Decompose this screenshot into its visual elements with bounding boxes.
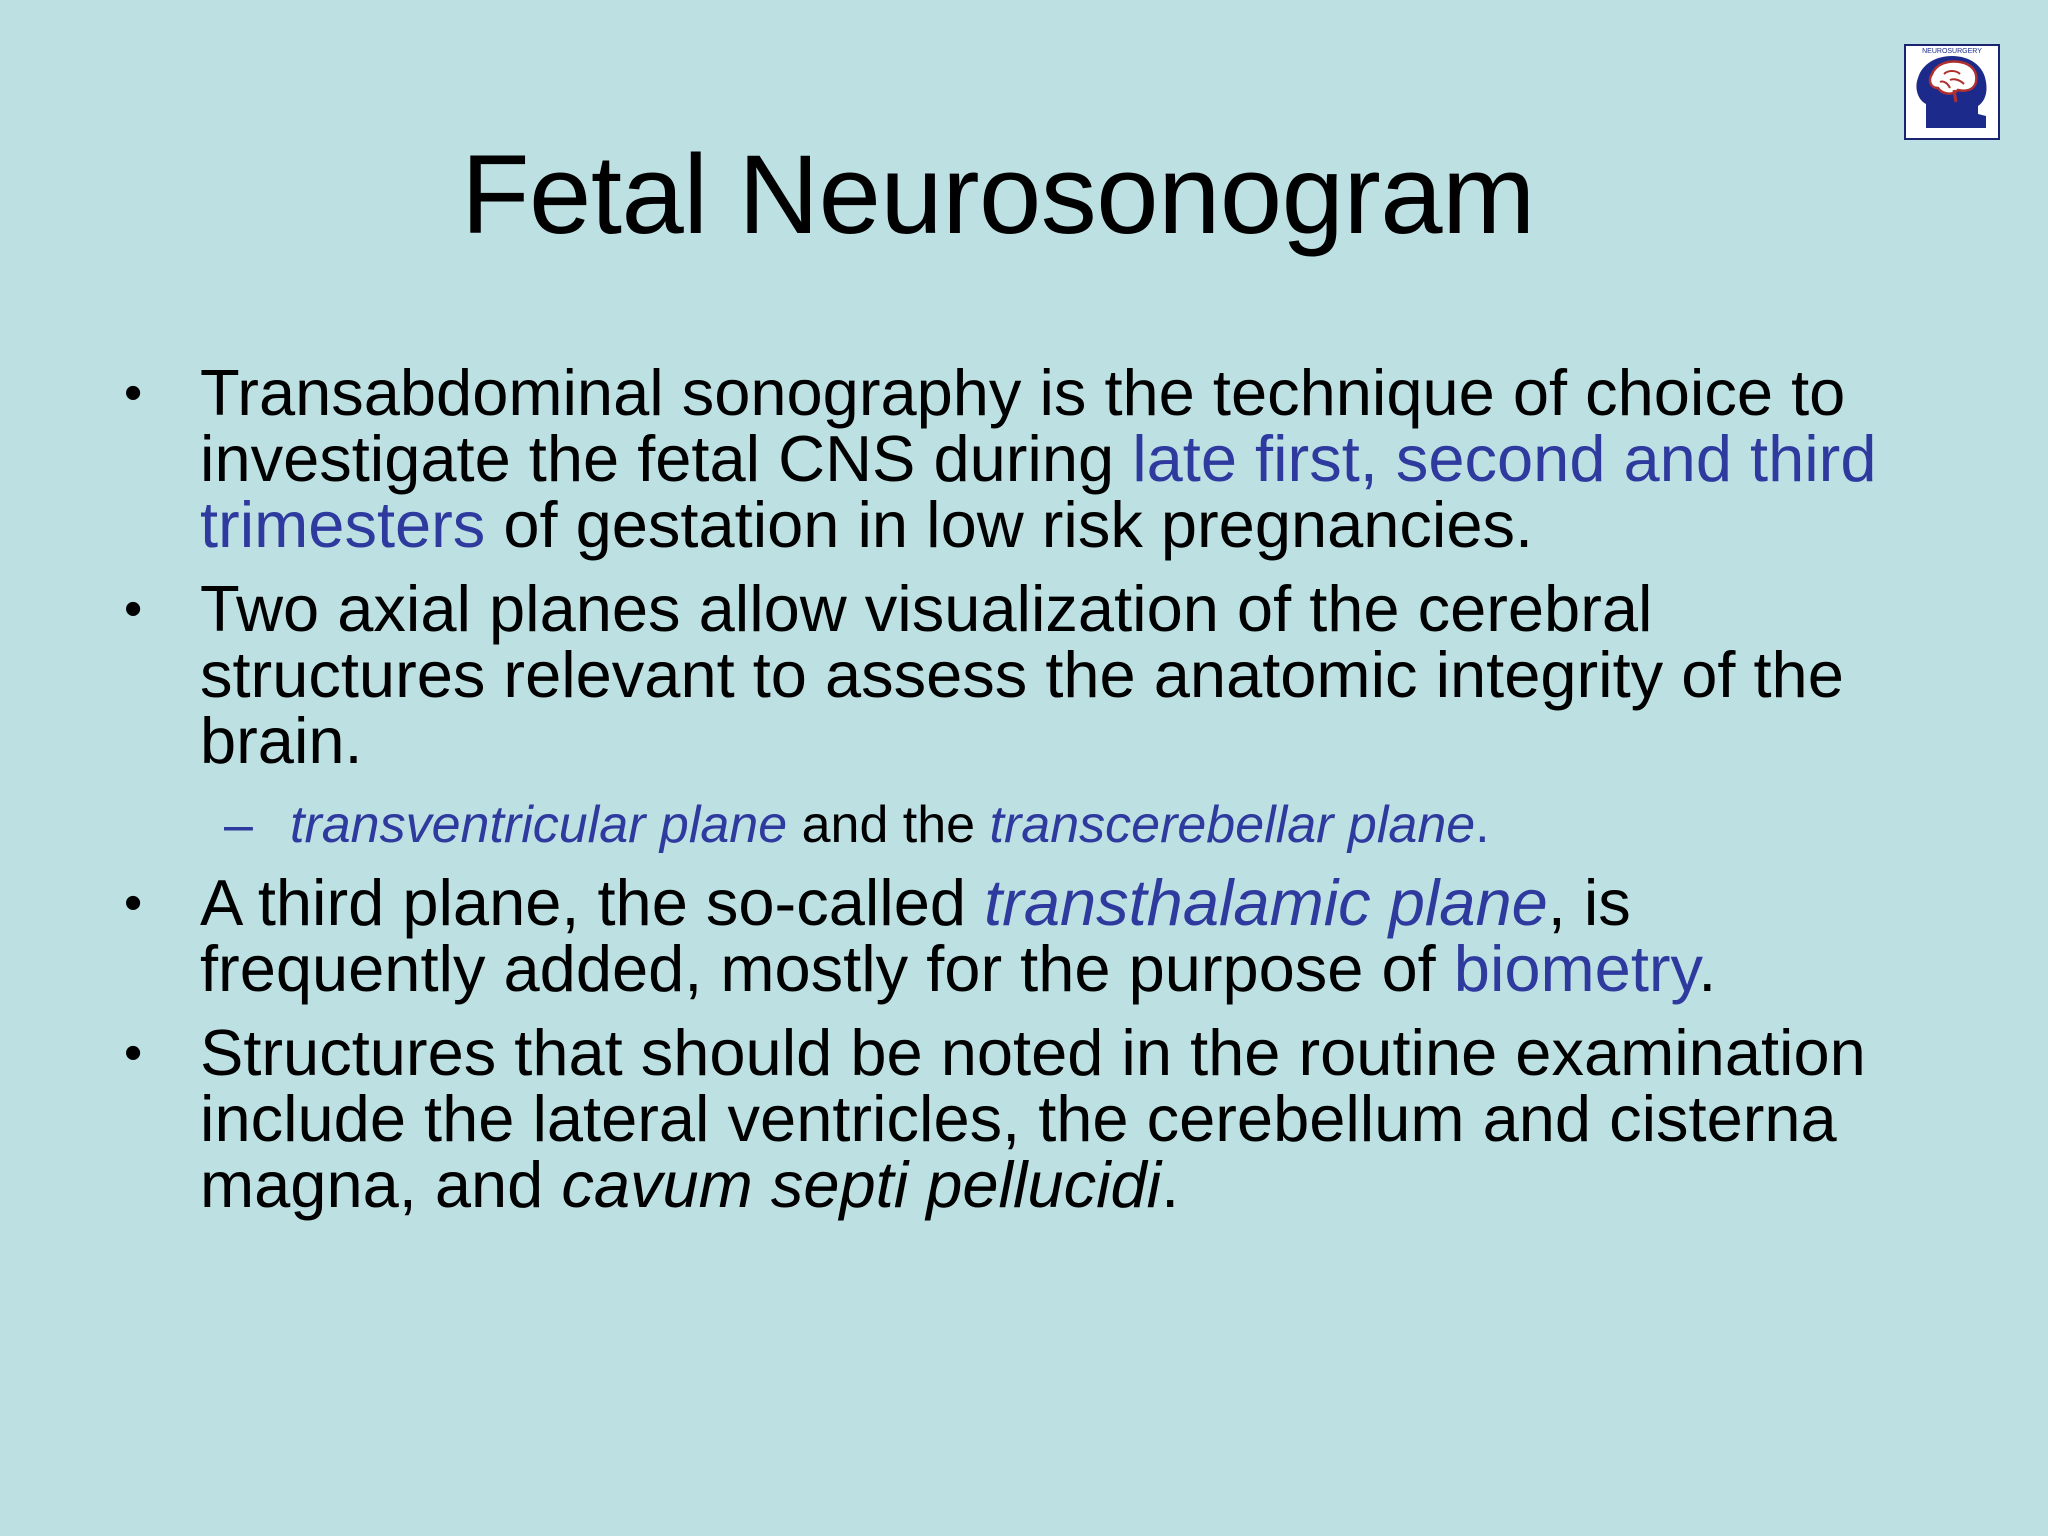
slide-title: Fetal Neurosonogram (461, 132, 1535, 257)
bullet-dot-icon: • (124, 364, 143, 422)
sub-bullet-text: transventricular plane and the transcerebellar plane. (290, 796, 1490, 854)
bullet-text: Structures that should be noted in the routine examination include the lateral ventricles, the cerebellum and cisterna magna, and cavum septi pellucidi. (200, 1016, 1866, 1221)
bullet-dot-icon: • (124, 580, 143, 638)
logo-text-top: NEUROSURGERY (1922, 48, 1982, 55)
bullet-text: Two axial planes allow visualization of the cerebral structures relevant to assess the anatomic integrity of the brain. (200, 572, 1844, 777)
bullet-item (120, 866, 1920, 1005)
bullet-text: Transabdominal sonography is the technique of choice to investigate the fetal CNS during late first, second and third trimesters of gestation in low risk pregnancies. (200, 356, 1877, 561)
bullet-item (120, 356, 1920, 561)
bullet-text: A third plane, the so-called transthalamic plane, is frequently added, mostly for the purpose of biometry. (200, 866, 1717, 1005)
brain-head-logo-icon (1904, 44, 2000, 140)
sub-bullet-dash-icon: – (224, 796, 253, 854)
logo-text-bottom: SUNGAI BULOH (1927, 132, 1977, 139)
sub-bullet-item (120, 792, 1920, 858)
bullet-dot-icon: • (124, 874, 143, 932)
bullet-dot-icon: • (124, 1024, 143, 1082)
bullet-list (120, 356, 1920, 1236)
bullet-item (120, 572, 1920, 777)
bullet-item (120, 1016, 1920, 1221)
